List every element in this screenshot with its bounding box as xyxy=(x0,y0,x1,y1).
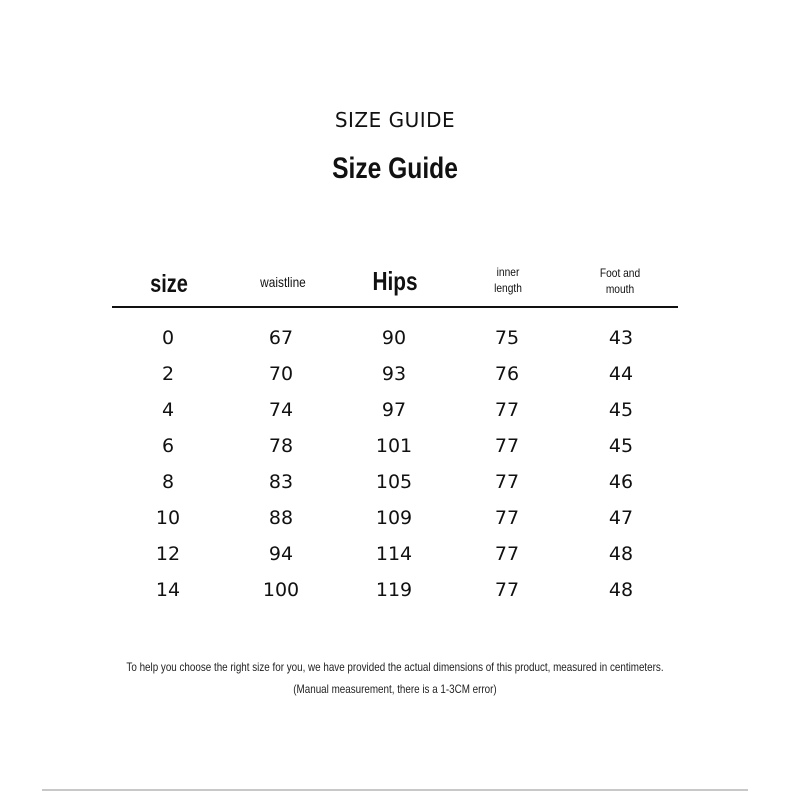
cell-size: 14 xyxy=(155,579,181,601)
table-row xyxy=(112,536,678,572)
cell-foot-mouth: 45 xyxy=(608,399,634,421)
cell-waistline: 88 xyxy=(268,507,294,529)
size-guide-title: Size Guide xyxy=(332,152,458,185)
cell-hips: 119 xyxy=(375,579,413,601)
cell-waistline: 67 xyxy=(268,327,294,349)
cell-hips: 109 xyxy=(375,507,413,529)
header-inner-length-line1: inner xyxy=(496,265,520,279)
cell-size: 0 xyxy=(161,327,175,349)
cell-hips: 93 xyxy=(381,363,407,385)
cell-inner-length: 77 xyxy=(494,471,520,493)
cell-waistline: 74 xyxy=(268,399,294,421)
table-row xyxy=(112,428,678,464)
cell-size: 2 xyxy=(161,363,175,385)
cell-hips: 101 xyxy=(375,435,413,457)
cell-hips: 114 xyxy=(375,543,413,565)
cell-foot-mouth: 48 xyxy=(608,543,634,565)
cell-size: 10 xyxy=(155,507,181,529)
cell-size: 6 xyxy=(161,435,175,457)
table-row xyxy=(112,464,678,500)
cell-waistline: 78 xyxy=(268,435,294,457)
header-foot-mouth xyxy=(578,265,663,297)
header-inner-length xyxy=(466,264,551,296)
measurement-error-note: (Manual measurement, there is a 1-3CM error) xyxy=(293,682,497,696)
table-row xyxy=(112,356,678,392)
size-table-header xyxy=(112,262,678,306)
cell-inner-length: 77 xyxy=(494,579,520,601)
cell-hips: 90 xyxy=(381,327,407,349)
header-divider xyxy=(112,306,678,308)
measurement-note: To help you choose the right size for you, we have provided the actual dimensions of this product, measured in centimeters. xyxy=(126,660,664,674)
cell-foot-mouth: 47 xyxy=(608,507,634,529)
table-row xyxy=(112,392,678,428)
cell-waistline: 100 xyxy=(262,579,300,601)
cell-inner-length: 75 xyxy=(494,327,520,349)
table-row xyxy=(112,320,678,356)
cell-hips: 97 xyxy=(381,399,407,421)
cell-hips: 105 xyxy=(375,471,413,493)
cell-foot-mouth: 45 xyxy=(608,435,634,457)
header-foot-mouth-line1: Foot and xyxy=(599,266,641,280)
table-row xyxy=(112,572,678,608)
cell-inner-length: 77 xyxy=(494,435,520,457)
table-row xyxy=(112,500,678,536)
size-guide-subtitle: SIZE GUIDE xyxy=(334,108,456,132)
header-hips: Hips xyxy=(372,266,418,296)
cell-foot-mouth: 44 xyxy=(608,363,634,385)
cell-foot-mouth: 46 xyxy=(608,471,634,493)
cell-size: 12 xyxy=(155,543,181,565)
bottom-divider xyxy=(42,789,748,791)
header-inner-length-line2: length xyxy=(494,281,522,295)
cell-waistline: 94 xyxy=(268,543,294,565)
cell-inner-length: 77 xyxy=(494,507,520,529)
header-size: size xyxy=(150,270,188,298)
cell-inner-length: 76 xyxy=(494,363,520,385)
cell-size: 4 xyxy=(161,399,175,421)
header-foot-mouth-line2: mouth xyxy=(605,282,635,296)
cell-size: 8 xyxy=(161,471,175,493)
header-waistline: waistline xyxy=(260,274,306,290)
cell-inner-length: 77 xyxy=(494,543,520,565)
cell-foot-mouth: 43 xyxy=(608,327,634,349)
cell-inner-length: 77 xyxy=(494,399,520,421)
cell-waistline: 83 xyxy=(268,471,294,493)
cell-waistline: 70 xyxy=(268,363,294,385)
cell-foot-mouth: 48 xyxy=(608,579,634,601)
